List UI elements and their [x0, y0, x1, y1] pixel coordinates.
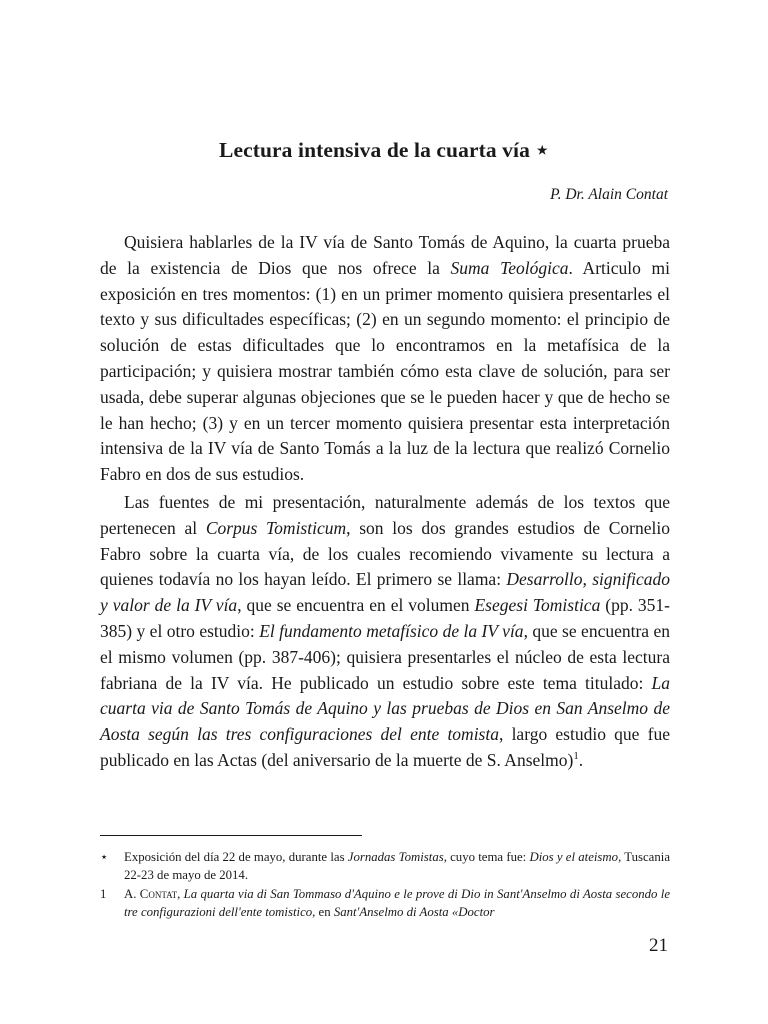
text-run: , cuyo tema fue: — [443, 850, 530, 864]
text-run: , — [177, 887, 184, 901]
italic-text-run: El fundamento metafísico de la IV vía — [259, 620, 524, 641]
text-run: Las fuentes de mi presentación, naturalmente además de los textos que pertenecen al — [100, 492, 670, 538]
italic-text-run: Esegesi Tomistica — [474, 595, 601, 616]
footnote-1 — [100, 848, 670, 884]
italic-text-run: Suma Teológica — [450, 257, 569, 278]
text-run: A. — [124, 887, 140, 901]
italic-text-run: Desarrollo, significado y valor de la IV vía — [100, 569, 670, 616]
text-run: (pp. 351-385) y el otro estudio: — [100, 595, 671, 641]
page-number: 21 — [649, 935, 668, 956]
italic-text-run: Dios y el ateismo — [529, 850, 619, 864]
text-run: , que se encuentra en el volumen — [237, 595, 475, 616]
italic-text-run: La quarta via di San Tommaso d'Aquino e le prove di Dio in Sant'Anselmo di Aosta secondo le tre configurazioni dell'ente tomistico — [124, 887, 671, 919]
author-line: P. Dr. Alain Contat — [550, 186, 668, 203]
footnote-2 — [100, 885, 670, 921]
text-run: Contat — [139, 887, 178, 901]
footnote-mark: 1 — [100, 887, 107, 901]
text-run: Exposición del día 22 de mayo, durante las — [124, 850, 348, 864]
text-run: , Tuscania 22-23 de mayo de 2014. — [124, 850, 670, 882]
footnote-mark: ⋆ — [100, 850, 109, 864]
title-footnote-star: ⋆ — [535, 138, 549, 162]
text-run: , son los dos grandes estudios de Cornelio Fabro sobre la cuarta vía, de los cuales recomiendo vivamente su lectura a quienes todavía no los hayan leído. El primero se llama: — [100, 517, 670, 590]
footnote-reference[interactable]: 1 — [573, 750, 579, 763]
text-run: . — [578, 749, 584, 770]
italic-text-run: La cuarta via de Santo Tomás de Aquino y las pruebas de Dios en San Anselmo de Aosta según las tres configuraciones del ente tomista — [100, 672, 670, 745]
text-run: . Articulo mi exposición en tres momentos: (1) en un primer momento quisiera presentarles el texto y sus dificultades específicas; (2) en un segundo momento: el principio de solución de estas dificultades que lo encontramos en la metafísica de la participación; y quisiera mostrar también cómo esta clave de solución, para ser usada, debe superar algunas objeciones que se le pueden hacer y que de hecho se le han hecho; (3) y en un tercer momento quisiera presentar esta interpretación intensiva de la IV vía de Santo Tomás a la luz de la lectura que realizó Cornelio Fabro en dos de sus estudios. — [100, 257, 671, 485]
italic-text-run: Sant'Anselmo di Aosta «Doctor — [333, 905, 495, 919]
footnote-separator — [100, 835, 362, 836]
document-title — [0, 138, 768, 163]
italic-text-run: Corpus Tomisticum — [205, 517, 347, 538]
footnote-body — [124, 885, 670, 921]
text-run: Quisiera hablarles de la IV vía de Santo Tomás de Aquino, la cuarta prueba de la existencia de Dios que nos ofrece la — [100, 232, 670, 278]
paragraph-2 — [100, 490, 670, 774]
text-run: , que se encuentra en el mismo volumen (pp. 387-406); quisiera presentarles el núcleo de esta lectura fabriana de la IV vía. He publicado un estudio sobre este tema titulado: — [100, 620, 671, 693]
footnote-body — [124, 848, 670, 884]
text-run: , en — [312, 905, 334, 919]
title-text: Lectura intensiva de la cuarta vía — [219, 138, 530, 162]
text-run: , largo estudio que fue publicado en las Actas (del aniversario de la muerte de S. Anselmo) — [100, 724, 670, 770]
italic-text-run: Jornadas Tomistas — [347, 850, 444, 864]
paragraph-1 — [100, 230, 670, 488]
